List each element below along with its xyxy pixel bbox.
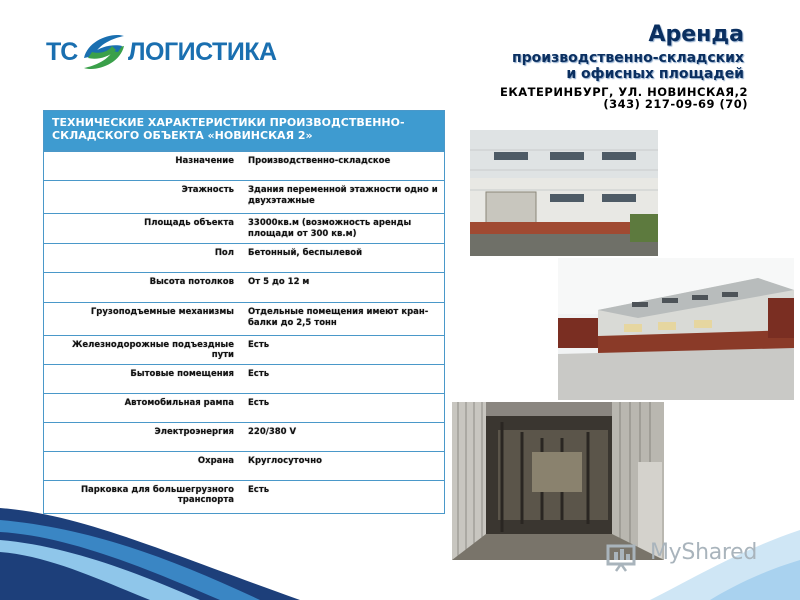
table-row xyxy=(44,302,444,335)
logo-text-left: ТС xyxy=(46,38,78,66)
page-subtitle xyxy=(512,50,744,82)
row-value: Производственно-складское xyxy=(248,156,391,166)
row-key: Грузоподъемные механизмы xyxy=(90,307,234,317)
row-key: Площадь объекта xyxy=(144,218,234,228)
table-row xyxy=(44,451,444,480)
row-key: Охрана xyxy=(197,456,234,466)
row-key: Бытовые помещения xyxy=(130,369,234,379)
row-key: Парковка для большегрузного транспорта xyxy=(80,485,234,505)
row-value: Есть xyxy=(248,340,270,350)
table-row xyxy=(44,393,444,422)
myshared-watermark xyxy=(606,538,766,572)
table-row xyxy=(44,213,444,243)
row-value: 33000кв.м (возможность аренды площади от 300 кв.м) xyxy=(248,218,412,239)
row-value: Есть xyxy=(248,369,270,379)
logo-text-right: ЛОГИСТИКА xyxy=(128,38,277,66)
row-value: От 5 до 12 м xyxy=(248,277,310,287)
table-row xyxy=(44,272,444,302)
logo-swirl-icon xyxy=(78,28,130,76)
warehouse-exterior-photo xyxy=(470,130,658,256)
specifications-table xyxy=(43,110,445,514)
company-logo xyxy=(46,28,277,76)
subtitle-line-1: производственно-складских xyxy=(511,50,744,66)
table-row xyxy=(44,364,444,393)
row-key: Электроэнергия xyxy=(154,427,234,437)
subtitle-line-2: и офисных площадей xyxy=(566,66,744,82)
warehouse-building-photo xyxy=(558,258,794,400)
row-key: Этажность xyxy=(181,185,234,195)
address-block xyxy=(500,86,748,110)
table-row xyxy=(44,422,444,451)
row-key: Назначение xyxy=(175,156,234,166)
row-value: Отдельные помещения имеют кран-балки до 2,5 тонн xyxy=(248,307,429,328)
row-value: Есть xyxy=(248,485,270,495)
row-value: Бетонный, беспылевой xyxy=(248,248,363,258)
row-key: Высота потолков xyxy=(149,277,234,287)
row-value: Есть xyxy=(248,398,270,408)
watermark-text: MyShared xyxy=(650,540,758,565)
table-row xyxy=(44,243,444,272)
row-value: 220/380 V xyxy=(248,427,297,437)
table-row xyxy=(44,151,444,180)
page-title: Аренда xyxy=(648,22,744,47)
row-value: Круглосуточно xyxy=(248,456,322,466)
presentation-icon xyxy=(606,538,644,572)
table-row xyxy=(44,180,444,213)
row-key: Автомобильная рампа xyxy=(124,398,234,408)
row-key: Железнодорожные подъездные пути xyxy=(71,340,234,360)
table-heading: ТЕХНИЧЕСКИЕ ХАРАКТЕРИСТИКИ ПРОИЗВОДСТВЕННО-СКЛАДСКОГО ОБЪЕКТА «НОВИНСКАЯ 2» xyxy=(44,111,444,151)
row-value: Здания переменной этажности одно и двухэтажные xyxy=(248,185,438,206)
table-row xyxy=(44,335,444,364)
phone-line: (343) 217-09-69 (70) xyxy=(603,97,748,111)
address-line: ЕКАТЕРИНБУРГ, УЛ. НОВИНСКАЯ,2 xyxy=(500,85,748,99)
row-key: Пол xyxy=(214,248,234,258)
